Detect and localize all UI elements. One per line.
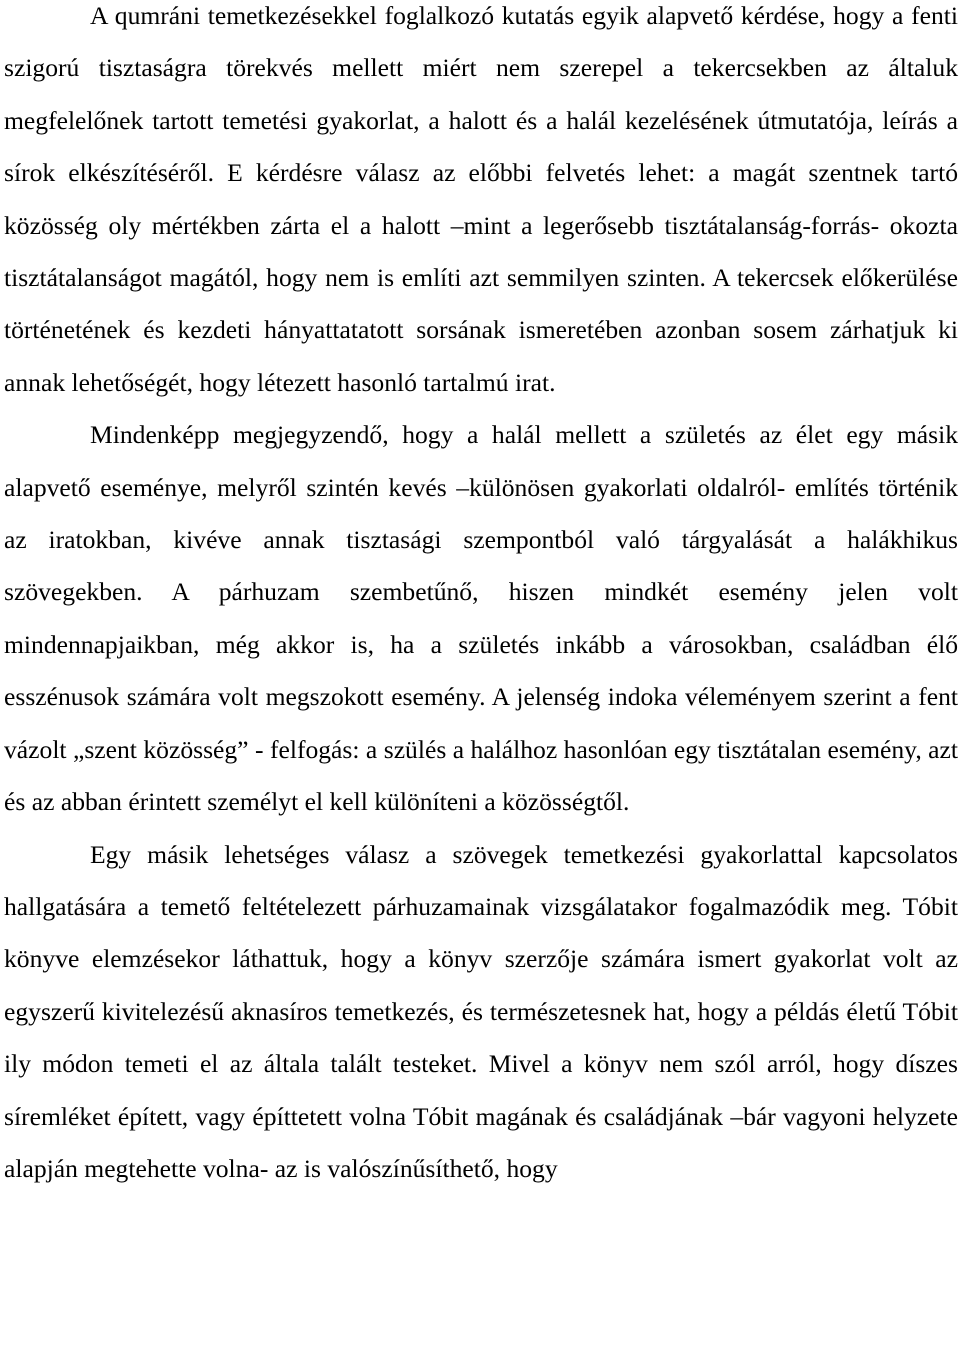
paragraph-2: Mindenképp megjegyzendő, hogy a halál mellett a születés az élet egy másik alapvető eseménye, melyről szintén kevés –különösen gyakorlati oldalról- említés történik az iratokban, kivéve annak tisztasági szempontból való tárgyalását a halákhikus szövegekben. A párhuzam szembetűnő, hiszen mindkét esemény jelen volt mindennapjaikban, még akkor is, ha a születés inkább a városokban, családban élő esszénusok számára volt megszokott esemény. A jelenség indoka véleményem szerint a fent vázolt „szent közösség” - felfogás: a szülés a halálhoz hasonlóan egy tisztátalan esemény, azt és az abban érintett személyt el kell különíteni a közösségtől. — [4, 420, 958, 817]
paragraph-1: A qumráni temetkezésekkel foglalkozó kutatás egyik alapvető kérdése, hogy a fenti szigorú tisztaságra törekvés mellett miért nem szerepel a tekercsekben az általuk megfelelőnek tartott temetési gyakorlat, a halott és a halál kezelésének útmutatója, leírás a sírok elkészítéséről. E kérdésre válasz az előbbi felvetés lehet: a magát szentnek tartó közösség oly mértékben zárta el a halott –mint a legerősebb tisztátalanság-forrás- okozta tisztátalanságot magától, hogy nem is említi azt semmilyen szinten. A tekercsek előkerülése történetének és kezdeti hányattatatott sorsának ismeretében azonban sosem zárhatjuk ki annak lehetőségét, hogy létezett hasonló tartalmú irat. — [4, 1, 958, 397]
paragraph-3: Egy másik lehetséges válasz a szövegek temetkezési gyakorlattal kapcsolatos hallgatására a temető feltételezett párhuzamainak vizsgálatakor fogalmazódik meg. Tóbit könyve elemzésekor láthattuk, hogy a könyv szerzője számára ismert gyakorlat volt az egyszerű kivitelezésű aknasíros temetkezés, és természetesnek hat, hogy a példás életű Tóbit ily módon temeti el az általa talált testeket. Mivel a könyv nem szól arról, hogy díszes síremléket épített, vagy építtetett volna Tóbit magának és családjának –bár vagyoni helyzete alapján megtehette volna- az is valószínűsíthető, hogy — [4, 839, 958, 1183]
